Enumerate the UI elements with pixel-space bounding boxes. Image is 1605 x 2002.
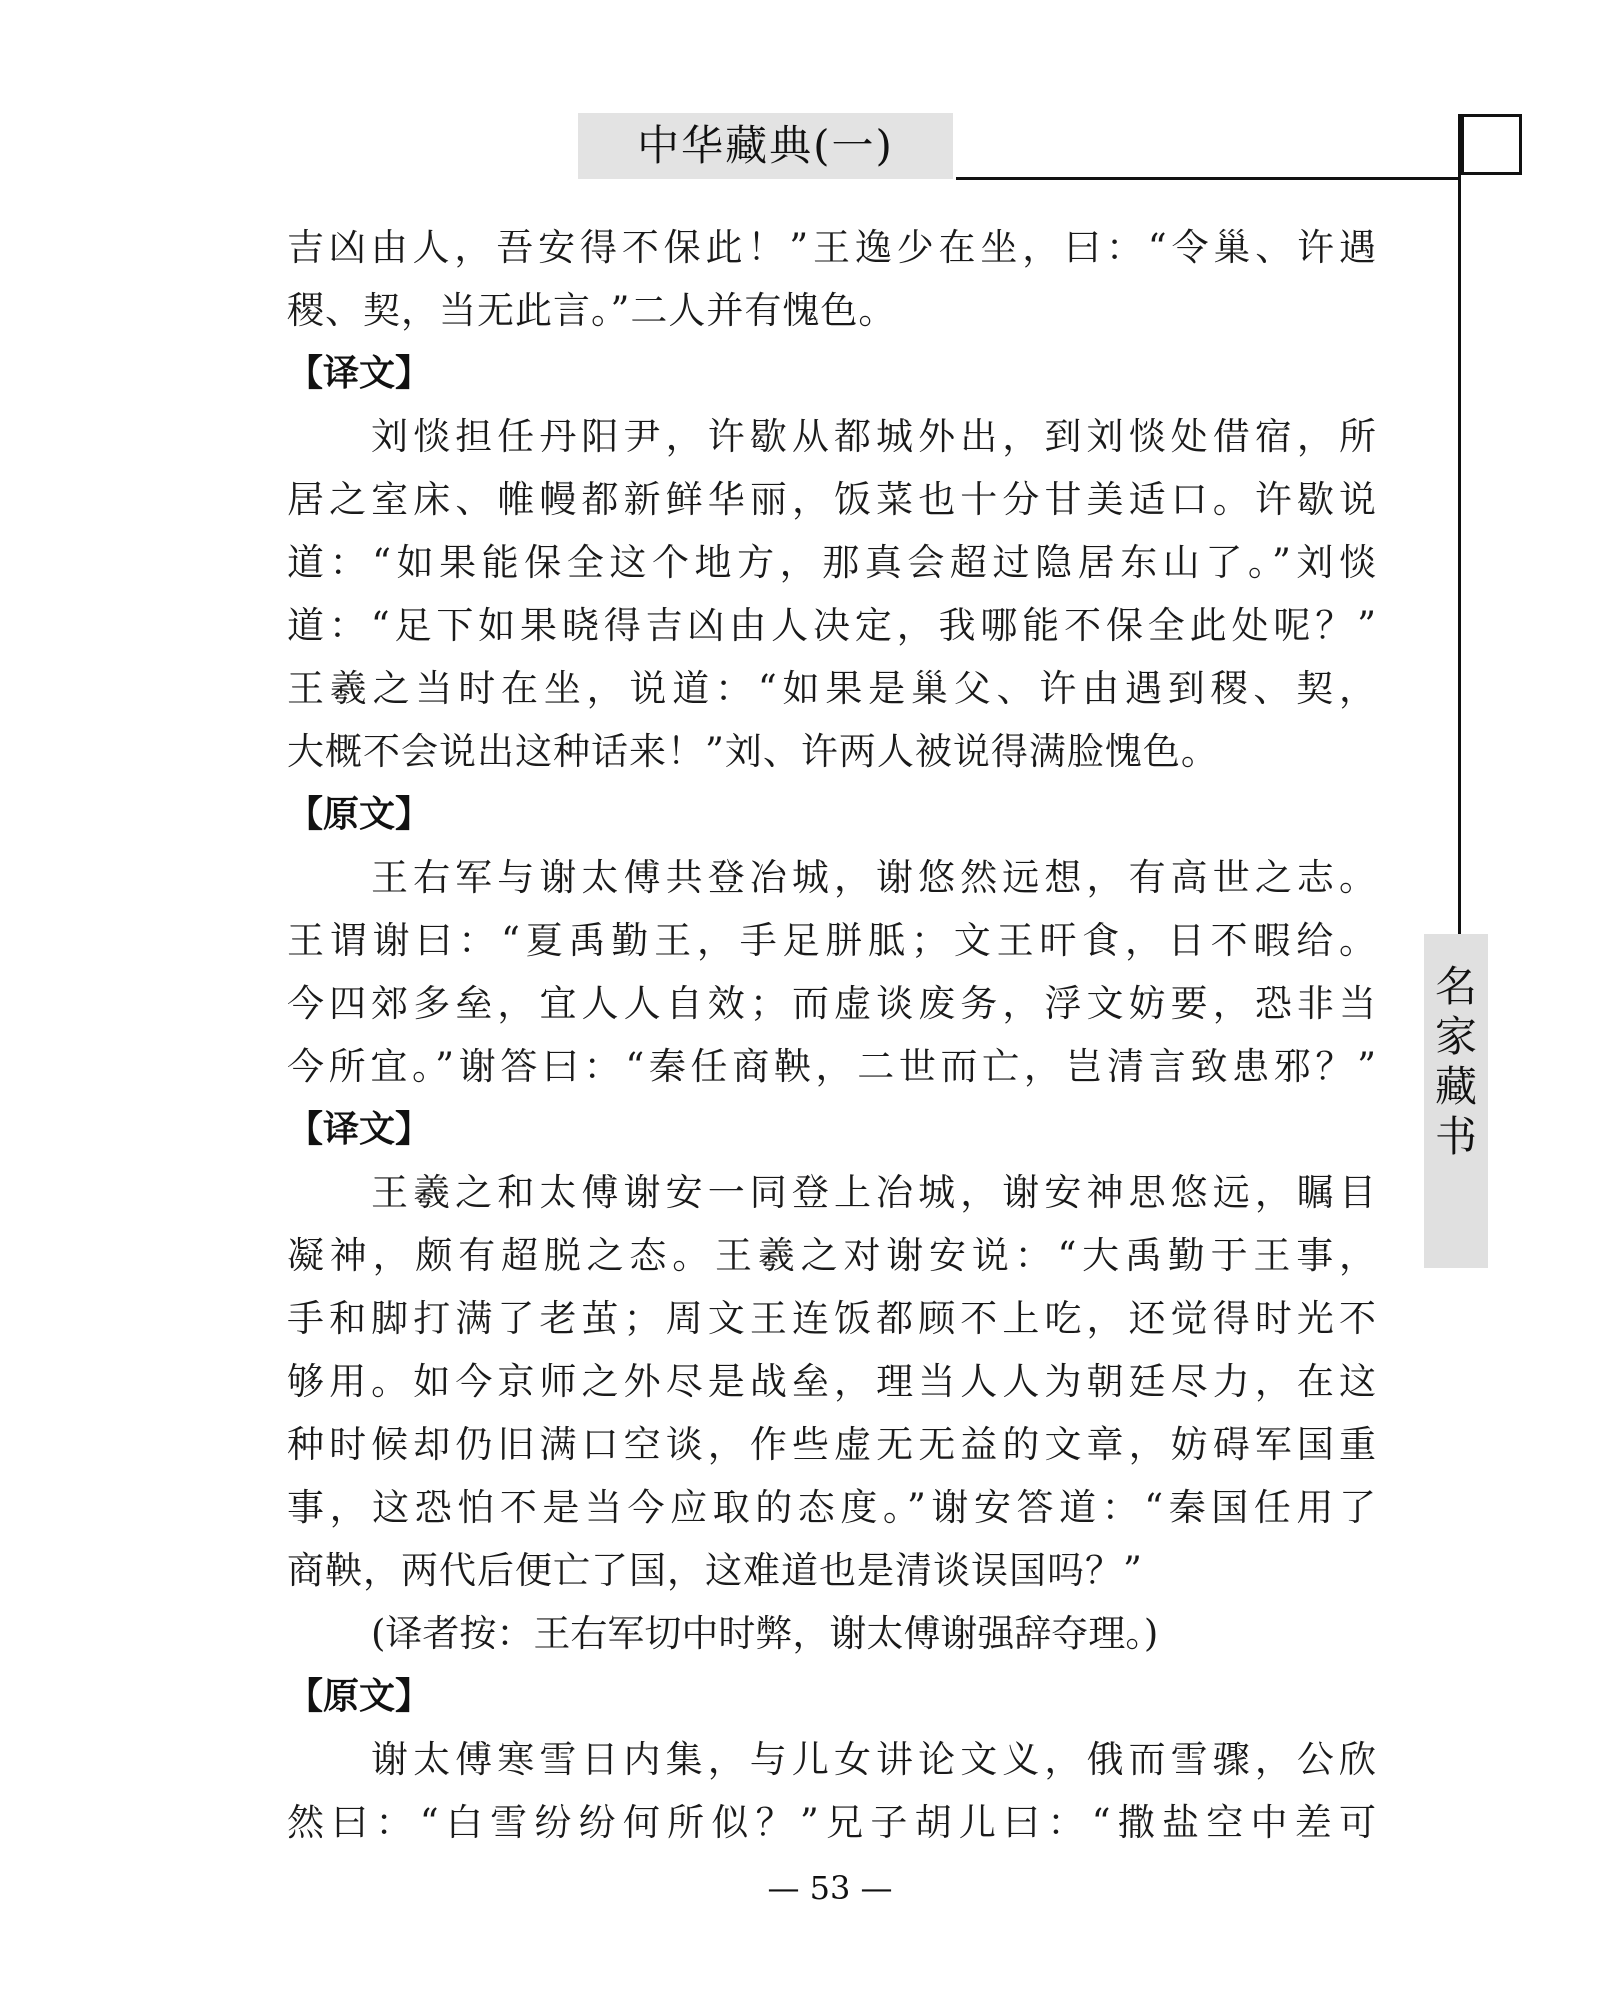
text-line: 道：“如果能保全这个地方，那真会超过隐居东山了。”刘惔 — [287, 541, 1377, 584]
side-tab-char: 藏 — [1434, 1062, 1477, 1111]
text-line: 王右军与谢太傅共登冶城，谢悠然远想，有高世之志。 — [371, 856, 1377, 899]
text-line: 然曰：“白雪纷纷何所似？”兄子胡儿曰：“撒盐空中差可 — [287, 1801, 1377, 1844]
text-line: 稷、契，当无此言。”二人并有愧色。 — [287, 289, 897, 332]
text-line: 今四郊多垒，宜人人自效；而虚谈废务，浮文妨要，恐非当 — [287, 982, 1377, 1025]
text-line: 事，这恐怕不是当今应取的态度。”谢安答道：“秦国任用了 — [287, 1486, 1377, 1529]
side-tab-char: 名 — [1434, 962, 1477, 1011]
text-line: 大概不会说出这种话来！”刘、许两人被说得满脸愧色。 — [287, 730, 1219, 773]
text-line: 王羲之当时在坐，说道：“如果是巢父、许由遇到稷、契， — [287, 667, 1377, 710]
section-heading: 【原文】 — [287, 1676, 432, 1717]
side-tab-char: 书 — [1434, 1112, 1477, 1161]
text-line: 吉凶由人，吾安得不保此！”王逸少在坐，曰：“令巢、许遇 — [287, 226, 1377, 269]
text-line: 够用。如今京师之外尽是战垒，理当人人为朝廷尽力，在这 — [287, 1360, 1377, 1403]
side-tab-char: 家 — [1434, 1012, 1477, 1061]
text-line: 王谓谢曰：“夏禹勤王，手足胼胝；文王旰食，日不暇给。 — [287, 919, 1377, 962]
book-title: 中华藏典(一) — [637, 121, 894, 170]
text-line: 居之室床、帷幔都新鲜华丽，饭菜也十分甘美适口。许歇说 — [287, 478, 1377, 521]
text-line: 种时候却仍旧满口空谈，作些虚无无益的文章，妨碍军国重 — [287, 1423, 1377, 1466]
page-body — [287, 216, 1377, 1854]
translator-note: (译者按：王右军切中时弊，谢太傅谢强辞夺理。) — [371, 1612, 1159, 1655]
text-line: 王羲之和太傅谢安一同登上冶城，谢安神思悠远，瞩目 — [371, 1171, 1377, 1214]
text-line: 道：“足下如果晓得吉凶由人决定，我哪能不保全此处呢？” — [287, 604, 1377, 647]
section-heading: 【译文】 — [287, 353, 432, 394]
section-heading: 【译文】 — [287, 1109, 432, 1150]
margin-vertical-rule — [1458, 114, 1461, 936]
header-rule — [956, 177, 1461, 180]
text-line: 凝神，颇有超脱之态。王羲之对谢安说：“大禹勤于王事， — [287, 1234, 1377, 1277]
section-heading: 【原文】 — [287, 794, 432, 835]
text-line: 刘惔担任丹阳尹，许歇从都城外出，到刘惔处借宿，所 — [371, 415, 1377, 458]
text-line: 商鞅，两代后便亡了国，这难道也是清谈误国吗？” — [287, 1549, 1143, 1592]
text-line: 谢太傅寒雪日内集，与儿女讲论文义，俄而雪骤，公欣 — [371, 1738, 1377, 1781]
text-line: 今所宜。”谢答曰：“秦任商鞅，二世而亡，岂清言致患邪？” — [287, 1045, 1377, 1088]
side-tab-label — [1424, 962, 1488, 1162]
page-number: — 53 — — [767, 1869, 893, 1907]
text-line: 手和脚打满了老茧；周文王连饭都顾不上吃，还觉得时光不 — [287, 1297, 1377, 1340]
corner-square-ornament — [1461, 114, 1522, 175]
